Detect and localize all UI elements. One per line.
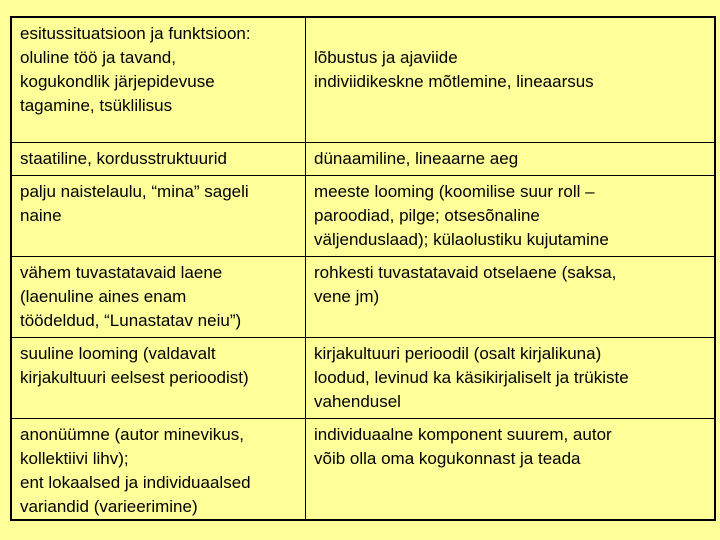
table-row	[11, 257, 715, 338]
table-cell-left: suuline looming (valdavalt kirjakultuuri eelsest perioodist)	[11, 338, 306, 419]
table-cell-right: lõbustus ja ajaviide indiviidikeskne mõtlemine, lineaarsus	[306, 17, 716, 143]
table-cell-left: staatiline, kordusstruktuurid	[11, 143, 306, 176]
table-row	[11, 143, 715, 176]
table-cell-right: dünaamiline, lineaarne aeg	[306, 143, 716, 176]
table-cell-right: rohkesti tuvastatavaid otselaene (saksa, vene jm)	[306, 257, 716, 338]
table-row	[11, 419, 715, 521]
table-row	[11, 176, 715, 257]
table-row	[11, 17, 715, 143]
table-cell-left: anonüümne (autor minevikus, kollektiivi lihv); ent lokaalsed ja individuaalsed variandid (varieerimine)	[11, 419, 306, 521]
table-row	[11, 338, 715, 419]
table-cell-left: esitussituatsioon ja funktsioon: oluline töö ja tavand, kogukondlik järjepidevuse tagamine, tsüklilisus	[11, 17, 306, 143]
table-cell-right: individuaalne komponent suurem, autor võib olla oma kogukonnast ja teada	[306, 419, 716, 521]
comparison-table	[10, 16, 716, 521]
table-cell-left: vähem tuvastatavaid laene (laenuline aines enam töödeldud, “Lunastatav neiu”)	[11, 257, 306, 338]
table-cell-left: palju naistelaulu, “mina” sageli naine	[11, 176, 306, 257]
table-cell-right: kirjakultuuri perioodil (osalt kirjalikuna) loodud, levinud ka käsikirjaliselt ja trükiste vahendusel	[306, 338, 716, 419]
table-cell-right: meeste looming (koomilise suur roll – paroodiad, pilge; otsesõnaline väljenduslaad); külaolustiku kujutamine	[306, 176, 716, 257]
